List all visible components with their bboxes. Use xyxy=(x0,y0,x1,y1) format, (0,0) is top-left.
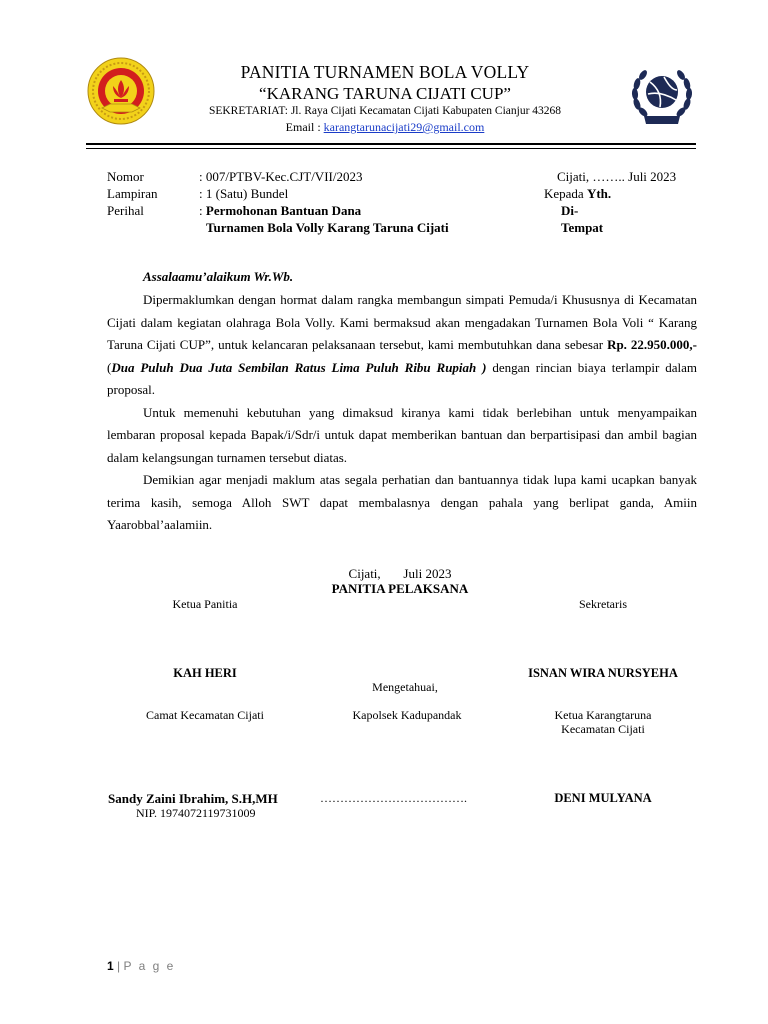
kepada-line xyxy=(544,186,611,202)
kapolsek-role: Kapolsek Kadupandak xyxy=(352,708,462,722)
ketua-karangtaruna-name: DENI MULYANA xyxy=(554,791,652,805)
email-link[interactable]: karangtarunacijati29@gmail.com xyxy=(323,120,485,134)
letterhead-email-line xyxy=(150,120,620,135)
ketua-role: Ketua Panitia xyxy=(172,597,238,611)
salutation: Assalaamu’alaikum Wr.Wb. xyxy=(143,269,294,284)
kepada-prefix: Kepada xyxy=(544,186,587,201)
camat-role: Camat Kecamatan Cijati xyxy=(146,708,264,722)
nomor-value: : 007/PTBV-Kec.CJT/VII/2023 xyxy=(199,169,363,184)
karang-taruna-logo-icon xyxy=(86,56,156,126)
amount: Rp. 22.950.000,- xyxy=(607,337,698,352)
kepada-yth: Yth. xyxy=(586,186,612,201)
camat-name: Sandy Zaini Ibrahim, S.H,MH xyxy=(108,791,278,806)
committee-title: PANITIA PELAKSANA xyxy=(331,581,469,596)
sekretaris-name: ISNAN WIRA NURSYEHA xyxy=(528,666,678,680)
camat-nip: NIP. 1974072119731009 xyxy=(136,806,256,820)
perihal-value-2: Turnamen Bola Volly Karang Taruna Cijati xyxy=(206,220,449,235)
paragraph-1-paren: ( xyxy=(107,359,112,375)
perihal-value-line-1 xyxy=(199,203,361,219)
lampiran-value: : 1 (Satu) Bundel xyxy=(199,186,289,201)
tempat-label: Tempat xyxy=(561,220,604,235)
kapolsek-name-placeholder: ………………………………. xyxy=(320,791,467,805)
page-separator: | xyxy=(117,959,121,973)
page-footer xyxy=(107,959,175,973)
paragraph-3: Demikian agar menjadi maklum atas segala perhatian dan bantuannya tidak lupa kami ucapkan banyak terima kasih, semoga Alloh SWT dapat membalasnya dengan pahala yang berlipat ganda, Amiin Yaarobbal’aalamiin. xyxy=(107,472,697,532)
perihal-value-1: Permohonan Bantuan Dana xyxy=(205,203,362,218)
letterhead-title: PANITIA TURNAMEN BOLA VOLLY xyxy=(240,62,530,82)
di-label: Di- xyxy=(561,203,579,218)
letter-date: Cijati, …….. Juli 2023 xyxy=(557,169,677,184)
mengetahui-label: Mengetahuai, xyxy=(372,680,438,694)
volleyball-emblem-icon xyxy=(628,62,696,128)
paragraph-2: Untuk memenuhi kebutuhan yang dimaksud kiranya kami tidak berlebihan untuk menyampaikan lembaran proposal kepada Bapak/i/Sdr/i untuk dapat memberikan bantuan dan berpartisipasi dan ambil bagian dalam kelangsungan turnamen tersebut diatas. xyxy=(107,404,697,465)
paragraph-1-text: Dipermaklumkan dengan hormat dalam rangka membangun simpati Pemuda/i Khususnya di Kecamatan Cijati dalam kegiatan olahraga Bola Volly. Kami bermaksud akan mengadakan Turnamen Bola Voli “ Karang Taruna Cijati CUP”, untuk kelancaran pelaksanaan tersebut, kami membutuhkan dana sebesar xyxy=(107,292,697,352)
letter-body xyxy=(107,289,697,537)
nomor-label: Nomor xyxy=(107,169,144,184)
letterhead-divider-thin xyxy=(86,148,696,149)
perihal-label: Perihal xyxy=(107,203,144,218)
paragraph-1-tail: dengan rincian biaya terlampir dalam proposal. xyxy=(107,359,697,397)
perihal-colon: : xyxy=(199,203,206,218)
letterhead-address: SEKRETARIAT: Jl. Raya Cijati Kecamatan Cijati Kabupaten Cianjur 43268 xyxy=(208,105,562,117)
email-label: Email : xyxy=(285,120,324,134)
paragraph-1 xyxy=(107,289,697,402)
letterhead-subtitle: “KARANG TARUNA CIJATI CUP” xyxy=(259,84,511,103)
ketua-karangtaruna-role-1: Ketua Karangtaruna xyxy=(554,708,652,722)
lampiran-label: Lampiran xyxy=(107,186,158,201)
page-number: 1 xyxy=(107,959,114,973)
page-label: P a g e xyxy=(123,959,176,973)
sekretaris-role: Sekretaris xyxy=(579,597,627,611)
ketua-name: KAH HERI xyxy=(173,666,237,680)
sign-place-date: Cijati, Juli 2023 xyxy=(348,566,452,581)
amount-in-words: Dua Puluh Dua Juta Sembilan Ratus Lima Puluh Ribu Rupiah ) xyxy=(111,359,487,375)
letterhead-divider xyxy=(86,143,696,145)
ketua-karangtaruna-role-2: Kecamatan Cijati xyxy=(561,722,645,736)
